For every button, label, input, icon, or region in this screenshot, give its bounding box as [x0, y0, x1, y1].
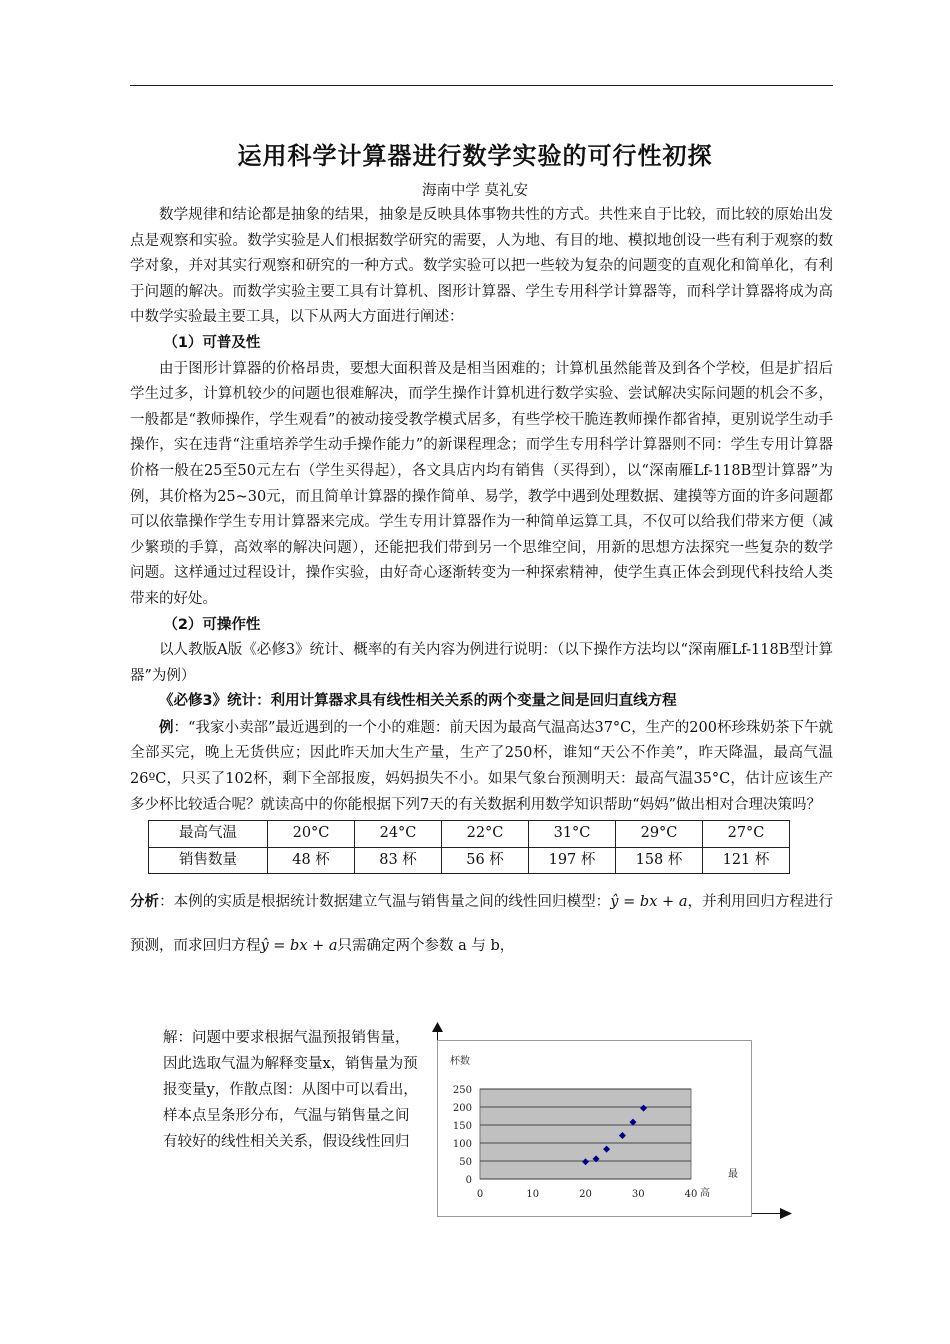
x-tick-label: 10: [526, 1189, 540, 1200]
table-cell: 121 杯: [703, 847, 790, 874]
table-row: [149, 821, 790, 848]
regression-model: ŷ = bx + a: [610, 894, 688, 911]
header-rule: [130, 85, 833, 86]
table-cell: 197 杯: [529, 847, 616, 874]
table-cell: 27°C: [703, 821, 790, 848]
x-axis-label-2: 高: [700, 1188, 710, 1199]
analysis-label: 分析: [130, 893, 160, 911]
intro-paragraph: 数学规律和结论都是抽象的结果，抽象是反映具体事物共性的方式。共性来自于比较，而比较的原始出发点是观察和实验。数学实验是人们根据数学研究的需要，人为地、有目的地、模拟地创设一些有利于观察的数学对象，并对其实行观察和研究的一种方式。数学实验可以把一些较为复杂的问题变的直观化和简单化，有利于问题的解决。而数学实验主要工具有计算机、图形计算器、学生专用科学计算器等，而科学计算器将成为高中数学实验最主要工具，以下从两大方面进行阐述：: [130, 207, 833, 326]
analysis-text-a: ：本例的实质是根据统计数据建立气温与销售量之间的线性回归模型：: [159, 894, 611, 911]
regression-model-2: ŷ = bx + a: [260, 938, 338, 955]
x-tick-label: 40: [684, 1189, 698, 1200]
y-tick-label: 0: [465, 1175, 472, 1186]
example-paragraph: [130, 715, 833, 818]
example-label: 例: [159, 718, 174, 736]
table-cell: 83 杯: [355, 847, 442, 874]
section-heading-1: （1）可普及性: [163, 334, 261, 351]
table-cell: 29°C: [616, 821, 703, 848]
analysis-text-c: 只需确定两个参数 a 与 b，: [337, 938, 515, 955]
table-cell: 22°C: [442, 821, 529, 848]
analysis-paragraph: [130, 880, 833, 968]
data-table: [148, 820, 790, 874]
x-arrow-icon: [780, 1208, 792, 1219]
y-arrow-icon: [432, 1022, 443, 1032]
y-tick-label: 150: [452, 1121, 472, 1132]
plot-area: [480, 1089, 691, 1179]
y-tick-label: 50: [459, 1157, 472, 1168]
table-cell: 158 杯: [616, 847, 703, 874]
subsection-heading: 《必修3》统计：利用计算器求具有线性相关关系的两个变量之间是回归直线方程: [159, 693, 677, 710]
x-tick-label: 20: [579, 1189, 592, 1200]
x-tick-label: 0: [476, 1189, 484, 1200]
article-body: [130, 203, 833, 968]
y-tick-label: 200: [452, 1103, 472, 1114]
table-row: [149, 847, 790, 874]
section-heading-2: （2）可操作性: [163, 616, 261, 633]
table-cell: 48 杯: [268, 847, 355, 874]
section-2-paragraph: 以人教版A版《必修3》统计、概率的有关内容为例进行说明：（以下操作方法均以“深南雁Lf-118B型计算器”为例）: [130, 642, 833, 684]
scatter-svg: [438, 1041, 751, 1216]
row-label-temp: 最高气温: [149, 821, 268, 848]
page-title: 运用科学计算器进行数学实验的可行性初探: [237, 142, 713, 170]
author: 海南中学 莫礼安: [421, 183, 529, 199]
section-1-paragraph: 由于图形计算器的价格昂贵，要想大面积普及是相当困难的；计算机虽然能普及到各个学校，但是扩招后学生过多，计算机较少的问题也很难解决，而学生操作计算机进行数学实验、尝试解决实际问题的机会不多，一般都是“教师操作，学生观看”的被动接受教学模式居多，有些学校干脆连教师操作都省掉，更别说学生动手操作，实在违背“注重培养学生动手操作能力”的新课程理念；而学生专用科学计算器则不同：学生专用计算器价格一般在25至50元左右（学生买得起），各文具店内均有销售（买得到），以“深南雁Lf-118B型计算器”为例，其价格为25~30元，而且简单计算器的操作简单、易学，教学中遇到处理数据、建摸等方面的许多问题都可以依靠操作学生专用计算器来完成。学生专用计算器作为一种简单运算工具，不仅可以给我们带来方便（减少繁琐的手算，高效率的解决问题），还能把我们带到另一个思维空间，用新的思想方法探究一些复杂的数学问题。这样通过过程设计，操作实验，由好奇心逐渐转变为一种探索精神，使学生真正体会到现代科技给人类带来的好处。: [130, 360, 833, 607]
scatter-chart: [437, 1040, 752, 1217]
table-cell: 20°C: [268, 821, 355, 848]
x-axis-label: 最: [728, 1169, 738, 1180]
solution-paragraph: 解：问题中要求根据气温预报销售量，因此选取气温为解释变量x，销售量为预报变量y，作散点图：从图中可以看出，样本点呈条形分布，气温与销售量之间有较好的线性相关关系，假设线性回归: [163, 1030, 418, 1150]
y-axis-label: 杯数: [450, 1056, 470, 1067]
example-text: ：“我家小卖部”最近遇到的一个小的难题：前天因为最高气温高达37°C，生产的200杯珍珠奶茶下午就全部买完，晚上无货供应；因此昨天加大生产量，生产了250杯，谁知“天公不作美”，昨天降温，最高气温26ºC，只买了102杯，剩下全部报废，妈妈损失不小。如果气象台预测明天：最高气温35°C，估计应该生产多少杯比较适合呢？就读高中的你能根据下列7天的有关数据利用数学知识帮助“妈妈”做出相对合理决策吗？: [130, 719, 834, 813]
row-label-sales: 销售数量: [149, 847, 268, 874]
y-tick-label: 100: [452, 1139, 472, 1150]
y-tick-label: 250: [452, 1085, 472, 1096]
analysis-text-b: ，并利用回归方程进行预测，而求回归方程: [130, 894, 834, 955]
table-cell: 24°C: [355, 821, 442, 848]
x-tick-label: 30: [631, 1189, 645, 1200]
table-cell: 31°C: [529, 821, 616, 848]
table-cell: 56 杯: [442, 847, 529, 874]
